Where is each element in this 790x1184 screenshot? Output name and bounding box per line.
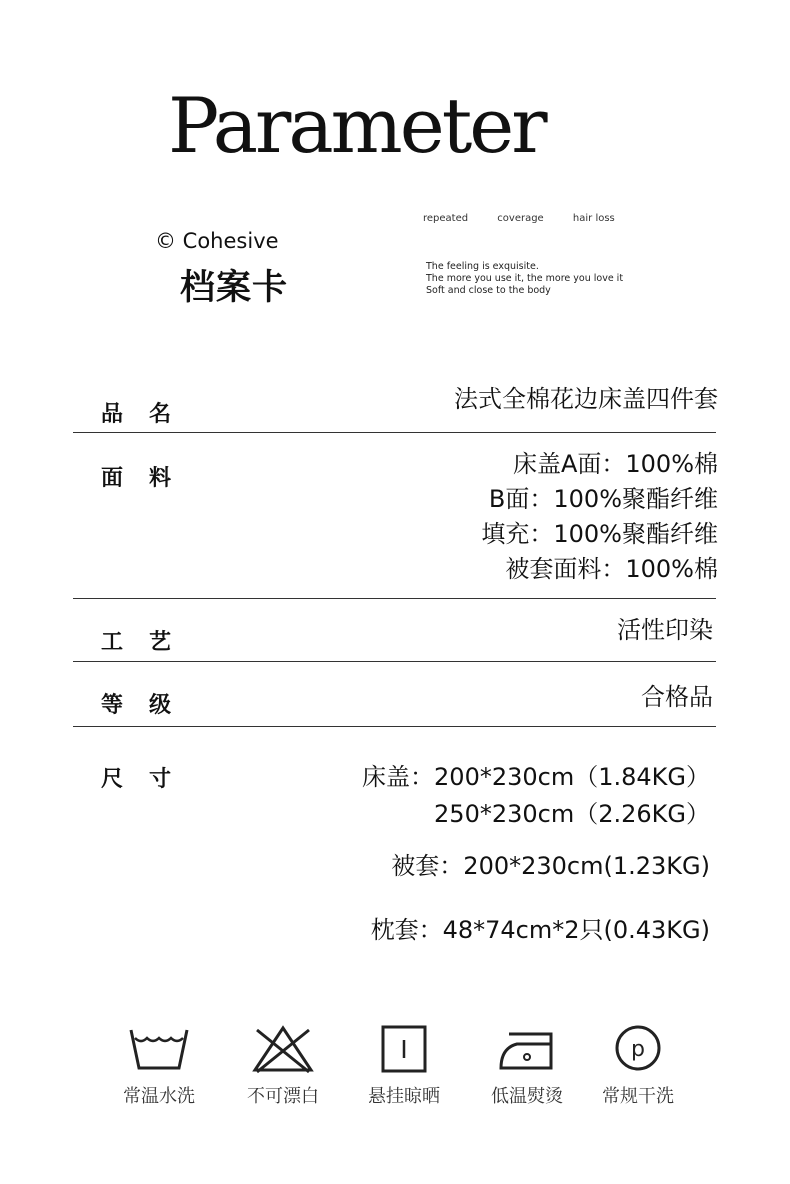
tag-list bbox=[423, 213, 641, 224]
care-label: 低温熨烫 bbox=[491, 1086, 563, 1107]
care-item-iron bbox=[472, 1024, 582, 1108]
hang-dry-icon bbox=[372, 1024, 436, 1074]
divider bbox=[73, 598, 716, 599]
fabric-line: 被套面料：100%棉 bbox=[505, 555, 718, 583]
care-label: 悬挂晾晒 bbox=[368, 1086, 440, 1107]
size-line: 床盖：200*230cm（1.84KG） bbox=[362, 763, 710, 791]
row-value-grade: 合格品 bbox=[641, 683, 713, 711]
tag-item: coverage bbox=[497, 213, 544, 224]
row-label-fabric: 面料 bbox=[101, 466, 198, 491]
row-label-name: 品名 bbox=[101, 402, 198, 427]
blurb-text bbox=[426, 261, 623, 297]
svg-text:p: p bbox=[631, 1037, 645, 1062]
care-label: 常规干洗 bbox=[602, 1086, 674, 1107]
row-value-name: 法式全棉花边床盖四件套 bbox=[454, 385, 718, 413]
blurb-line: Soft and close to the body bbox=[426, 285, 551, 296]
blurb-line: The feeling is exquisite. bbox=[426, 261, 539, 272]
size-line: 枕套：48*74cm*2只(0.43KG) bbox=[370, 916, 710, 944]
card-label: 档案卡 bbox=[180, 268, 289, 308]
fabric-line: B面：100%聚酯纤维 bbox=[488, 485, 718, 513]
care-label: 不可漂白 bbox=[247, 1086, 319, 1107]
size-line: 250*230cm（2.26KG） bbox=[434, 800, 710, 828]
divider bbox=[73, 661, 716, 662]
row-value-fabric bbox=[481, 447, 718, 587]
row-label-grade: 等级 bbox=[101, 693, 198, 718]
care-item-dryclean bbox=[583, 1024, 693, 1108]
care-label: 常温水洗 bbox=[123, 1086, 195, 1107]
brand-name: © Cohesive bbox=[155, 229, 279, 253]
divider bbox=[73, 432, 716, 433]
tag-item: hair loss bbox=[572, 213, 615, 224]
tag-item: repeated bbox=[423, 213, 469, 224]
no-bleach-icon bbox=[251, 1024, 315, 1074]
row-label-craft: 工艺 bbox=[101, 630, 198, 655]
dry-clean-p-icon bbox=[606, 1024, 670, 1074]
care-item-wash bbox=[104, 1024, 214, 1108]
fabric-line: 床盖A面：100%棉 bbox=[512, 450, 718, 478]
blurb-line: The more you use it, the more you love it bbox=[426, 273, 624, 284]
care-item-bleach bbox=[228, 1024, 338, 1108]
divider bbox=[73, 726, 716, 727]
care-item-hang bbox=[349, 1024, 459, 1108]
row-label-size: 尺寸 bbox=[101, 767, 198, 792]
fabric-line: 填充：100%聚酯纤维 bbox=[481, 520, 718, 548]
row-value-craft: 活性印染 bbox=[617, 616, 713, 644]
wash-tub-icon bbox=[127, 1024, 191, 1074]
size-line: 被套：200*230cm(1.23KG) bbox=[391, 852, 710, 880]
low-iron-icon bbox=[495, 1024, 559, 1074]
page-title: Parameter bbox=[168, 81, 545, 170]
